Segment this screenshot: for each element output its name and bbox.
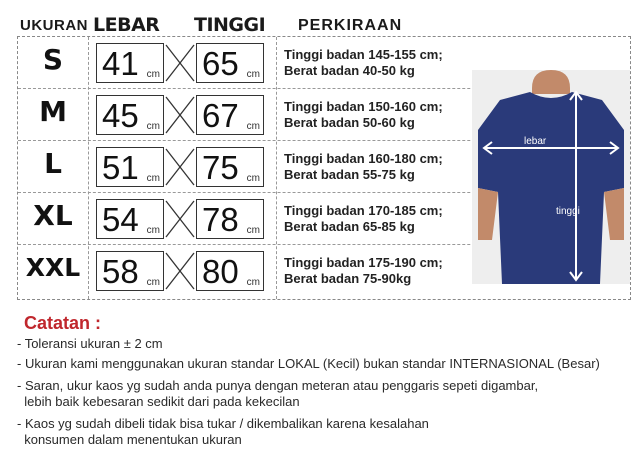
lebar-box bbox=[96, 251, 164, 291]
estimate-height: Tinggi badan 150-160 cm; bbox=[284, 99, 443, 114]
unit-label: cm bbox=[146, 225, 160, 236]
lebar-value: 54 bbox=[102, 201, 139, 238]
estimate-weight: Berat badan 50-60 kg bbox=[284, 115, 415, 130]
unit-label: cm bbox=[246, 225, 260, 236]
unit-label: cm bbox=[246, 121, 260, 132]
estimate-weight: Berat badan 75-90kg bbox=[284, 271, 412, 286]
estimate-weight: Berat badan 65-85 kg bbox=[284, 219, 415, 234]
header-ukuran: UKURAN bbox=[20, 17, 88, 34]
tinggi-box bbox=[196, 95, 264, 135]
note-line: - Ukuran kami menggunakan ukuran standar LOKAL (Kecil) bukan standar INTERNASIONAL (Besar) bbox=[17, 356, 600, 371]
estimate-text bbox=[284, 99, 443, 131]
estimate-text bbox=[284, 151, 443, 183]
note-item bbox=[17, 356, 600, 372]
lebar-box bbox=[96, 147, 164, 187]
lebar-box bbox=[96, 43, 164, 83]
size-label: M bbox=[39, 95, 67, 128]
tinggi-box bbox=[196, 251, 264, 291]
estimate-weight: Berat badan 40-50 kg bbox=[284, 63, 415, 78]
header-perkiraan: PERKIRAAN bbox=[298, 17, 403, 34]
tinggi-box bbox=[196, 147, 264, 187]
size-label: L bbox=[44, 147, 62, 180]
size-label: S bbox=[42, 43, 64, 76]
lebar-value: 41 bbox=[102, 45, 139, 82]
cross-icon bbox=[164, 199, 196, 239]
tinggi-box bbox=[196, 199, 264, 239]
tinggi-value: 80 bbox=[202, 253, 239, 290]
note-item bbox=[17, 378, 538, 410]
note-line: konsumen dalam menentukan ukuran bbox=[17, 432, 242, 447]
tinggi-label: tinggi bbox=[556, 206, 580, 217]
estimate-text bbox=[284, 255, 443, 287]
cross-icon bbox=[164, 147, 196, 187]
size-label: XXL bbox=[25, 253, 81, 282]
unit-label: cm bbox=[146, 277, 160, 288]
header-lebar: LEBAR bbox=[93, 14, 160, 36]
note-item bbox=[17, 416, 429, 448]
note-item bbox=[17, 336, 163, 352]
lebar-box bbox=[96, 95, 164, 135]
cross-icon bbox=[164, 43, 196, 83]
estimate-height: Tinggi badan 175-190 cm; bbox=[284, 255, 443, 270]
notes-title: Catatan : bbox=[24, 313, 102, 333]
cross-icon bbox=[164, 251, 196, 291]
note-line: lebih baik kebesaran sedikit dari pada kekecilan bbox=[17, 394, 300, 409]
lebar-value: 58 bbox=[102, 253, 139, 290]
tshirt-measure-photo bbox=[472, 70, 630, 284]
estimate-text bbox=[284, 203, 443, 235]
estimate-height: Tinggi badan 145-155 cm; bbox=[284, 47, 443, 62]
estimate-weight: Berat badan 55-75 kg bbox=[284, 167, 415, 182]
unit-label: cm bbox=[246, 69, 260, 80]
tinggi-value: 75 bbox=[202, 149, 239, 186]
cross-icon bbox=[164, 95, 196, 135]
estimate-text bbox=[284, 47, 443, 79]
unit-label: cm bbox=[146, 121, 160, 132]
estimate-height: Tinggi badan 170-185 cm; bbox=[284, 203, 443, 218]
lebar-value: 45 bbox=[102, 97, 139, 134]
tinggi-value: 78 bbox=[202, 201, 239, 238]
lebar-label: lebar bbox=[524, 136, 547, 147]
tinggi-value: 65 bbox=[202, 45, 239, 82]
note-line: - Kaos yg sudah dibeli tidak bisa tukar / dikembalikan karena kesalahan bbox=[17, 416, 429, 431]
header-tinggi: TINGGI bbox=[194, 14, 266, 36]
estimate-height: Tinggi badan 160-180 cm; bbox=[284, 151, 443, 166]
unit-label: cm bbox=[246, 277, 260, 288]
lebar-value: 51 bbox=[102, 149, 139, 186]
unit-label: cm bbox=[146, 69, 160, 80]
size-label: XL bbox=[33, 199, 73, 232]
tinggi-box bbox=[196, 43, 264, 83]
unit-label: cm bbox=[146, 173, 160, 184]
unit-label: cm bbox=[246, 173, 260, 184]
lebar-box bbox=[96, 199, 164, 239]
note-line: - Toleransi ukuran ± 2 cm bbox=[17, 336, 163, 351]
note-line: - Saran, ukur kaos yg sudah anda punya dengan meteran atau penggaris sepeti digambar, bbox=[17, 378, 539, 393]
tinggi-value: 67 bbox=[202, 97, 239, 134]
